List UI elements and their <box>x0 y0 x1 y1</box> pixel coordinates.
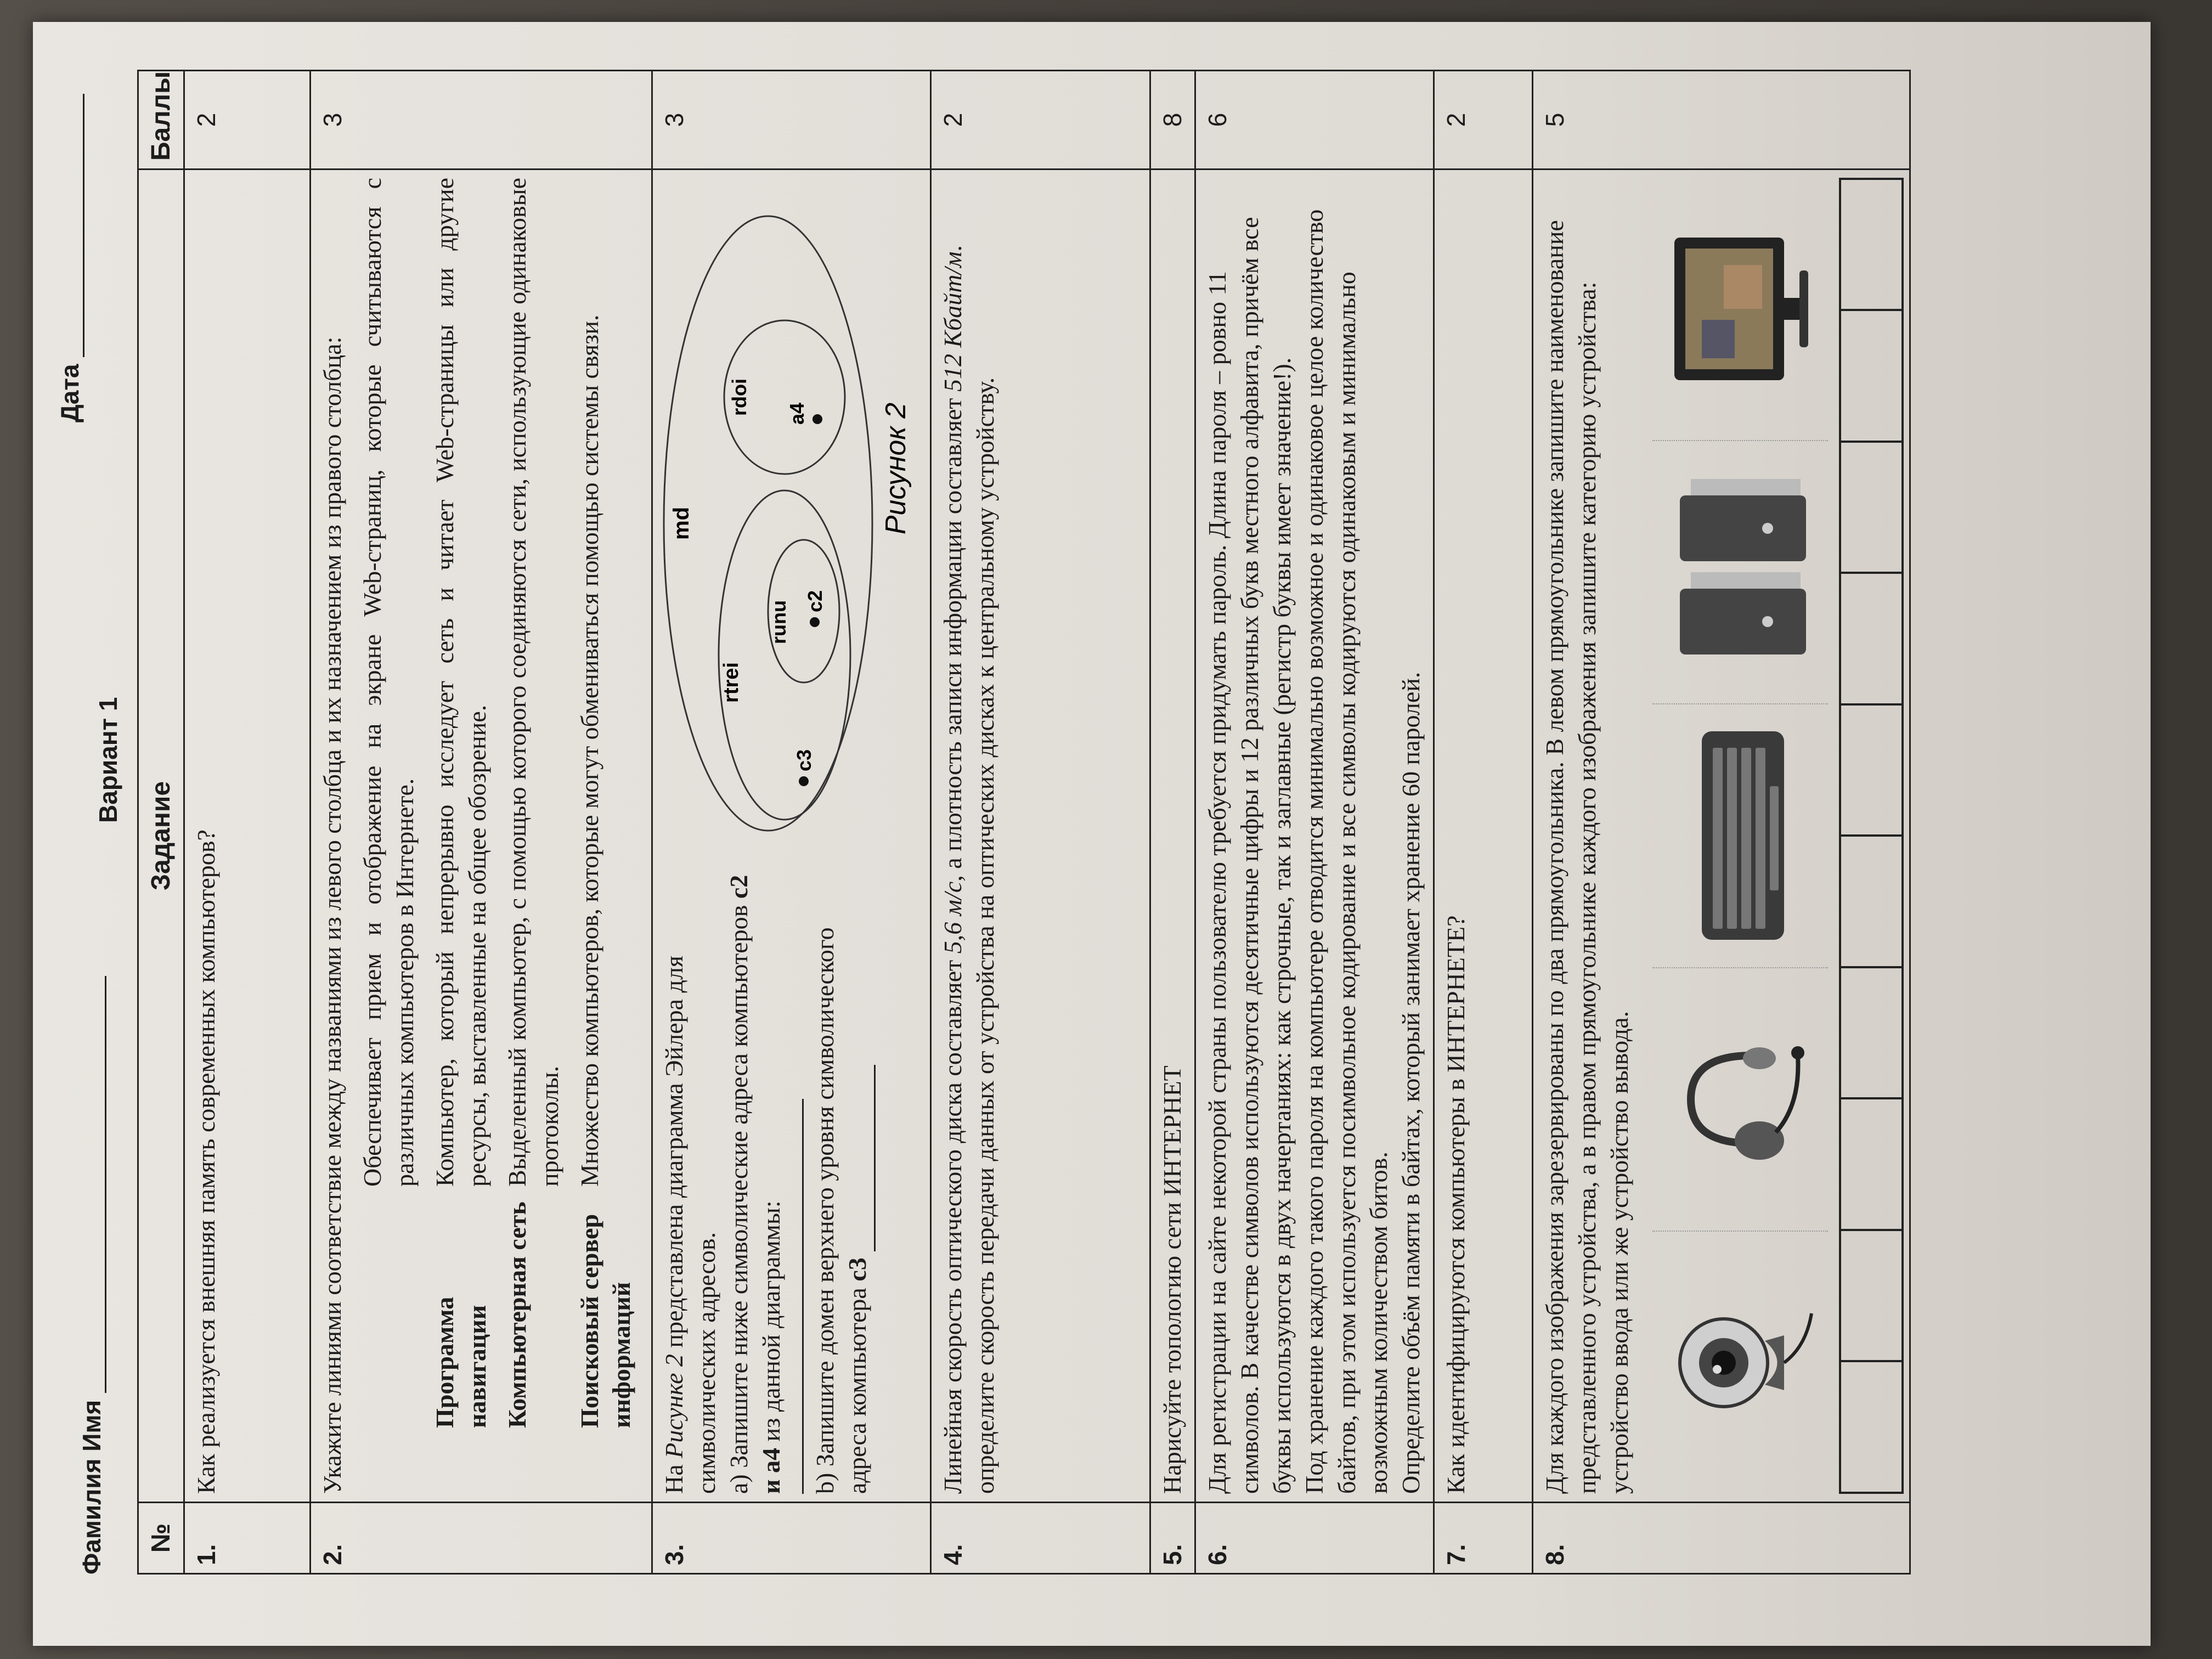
name-label: Фамилия Имя <box>77 1400 106 1575</box>
task-body <box>1195 170 1434 1503</box>
answer-box[interactable] <box>1841 441 1901 572</box>
part-b-bold: с3 <box>843 1257 871 1282</box>
task-points: 3 <box>652 71 931 170</box>
device-cell <box>1652 178 1828 440</box>
answer-box[interactable] <box>1841 1361 1901 1492</box>
task-paragraph: Определите объём памяти в байтах, который занимает хранение 60 паролей. <box>1397 672 1425 1494</box>
task-body <box>1533 170 1910 1503</box>
date-label: Дата <box>55 364 84 422</box>
task-number: 3. <box>652 1503 931 1574</box>
task-3-questions <box>658 864 924 1494</box>
label-c3: c3 <box>793 749 816 771</box>
task-row-5 <box>1150 71 1195 1574</box>
task-points: 2 <box>184 71 311 170</box>
label-runu: runu <box>768 600 791 644</box>
task-row-8 <box>1533 71 1910 1574</box>
answer-box[interactable] <box>1841 1229 1901 1361</box>
col-points-header: Баллы <box>138 71 184 170</box>
task-text: Линейная скорость оптического диска составляет <box>939 953 967 1494</box>
task-row-6 <box>1195 71 1434 1574</box>
speed-value: 5,6 м/с <box>939 881 967 954</box>
label-a4: a4 <box>786 402 809 425</box>
task-number: 1. <box>184 1503 311 1574</box>
answer-box[interactable] <box>1841 1098 1901 1229</box>
monitor-icon <box>1658 221 1822 397</box>
density-value: 512 Кбайт/м <box>939 251 967 392</box>
task-row-3 <box>652 71 931 1574</box>
euler-diagram <box>658 178 924 864</box>
answer-box[interactable] <box>1841 572 1901 704</box>
task-row-4 <box>931 71 1150 1574</box>
part-b-text: b) Запишите домен верхнего уровня символического адреса компьютера <box>810 927 871 1494</box>
task-number: 2. <box>311 1503 652 1574</box>
part-a-text: а) Запишите ниже символические адреса компьютеров <box>725 905 753 1494</box>
answer-boxes <box>1839 178 1904 1494</box>
task-points: 8 <box>1150 71 1195 170</box>
answer-box[interactable] <box>1841 703 1901 835</box>
figure-ref: Рисунке 2 <box>660 1354 689 1458</box>
point-c2 <box>810 617 820 627</box>
task-body <box>931 170 1150 1503</box>
task-number: 4. <box>931 1503 1150 1574</box>
table-header-row <box>138 71 184 1574</box>
task-points: 2 <box>931 71 1150 170</box>
device-cell <box>1652 1231 1828 1494</box>
match-left-1[interactable]: Программа навигации <box>431 1296 491 1428</box>
task-points: 2 <box>1434 71 1533 170</box>
date-field <box>55 94 84 422</box>
task-number: 7. <box>1434 1503 1533 1574</box>
task-table <box>137 70 1911 1575</box>
part-a <box>723 864 788 1494</box>
device-images <box>1647 178 1833 1494</box>
task-row-1 <box>184 71 311 1574</box>
label-rdoi: rdoi <box>728 379 751 416</box>
match-row <box>429 178 494 1494</box>
worksheet-page <box>33 22 2151 1646</box>
part-a-text: из данной диаграммы: <box>757 1200 785 1448</box>
variant-title: Вариант 1 <box>94 697 122 823</box>
task-text: . определите скорость передачи данных от устройства на оптических дисках к центральному устройству. <box>939 245 1000 1494</box>
task-text: Для каждого изображения зарезервированы по два прямоугольника. В левом прямоугольнике запишите наименование представленного устройства, а в правом прямоугольнике каждого изображения запишите категорию устройства: устройство ввода или же устройство вывода. <box>1541 220 1633 1494</box>
task-body <box>652 170 931 1503</box>
task-row-7 <box>1434 71 1533 1574</box>
answer-box[interactable] <box>1841 309 1901 441</box>
match-row <box>501 178 566 1494</box>
figure-caption: Рисунок 2 <box>880 402 912 535</box>
task-intro: Укажите линиями соответствие между названиями из левого столбца и их назначением из правого столбца: <box>318 336 347 1494</box>
name-blank[interactable] <box>105 976 106 1393</box>
label-rtrei: rtrei <box>720 662 743 703</box>
match-right-4[interactable]: Множество компьютеров, которые могут обмениваться помощью системы связи. <box>575 314 603 1187</box>
device-cell <box>1652 967 1828 1231</box>
answer-line-b[interactable] <box>842 1065 876 1251</box>
point-c3 <box>799 776 809 786</box>
task-intro <box>658 864 723 1494</box>
task-number: 6. <box>1195 1503 1434 1574</box>
name-field <box>77 976 106 1575</box>
task-text: Как реализуется внешняя память современных компьютеров? <box>184 170 311 1503</box>
device-cell <box>1652 703 1828 967</box>
match-right-3[interactable]: Выделенный компьютер, с помощью которого соединяются сети, использующие одинаковые протоколы. <box>503 178 563 1187</box>
speakers-icon <box>1658 473 1822 671</box>
task-paragraph: Для регистрации на сайте некоторой страны пользователю требуется придумать пароль. Длина пароля – ровно 11 символов. В качестве символов используются десятичные цифры и 12 различных букв местного алфавита, причём все буквы используются в двух начертаниях: как строчные, так и заглавные (регистр буквы имеет значение!). <box>1203 217 1296 1494</box>
task-text: Как идентифицируются компьютеры в ИНТЕРНЕТЕ? <box>1434 170 1533 1503</box>
intro-text: представлена диаграмма Эйлера для символических адресов. <box>660 955 721 1494</box>
point-a4 <box>812 414 822 424</box>
answer-box[interactable] <box>1841 180 1901 309</box>
device-cell <box>1652 440 1828 703</box>
headset-microphone-icon <box>1658 1017 1822 1182</box>
col-num-header: № <box>138 1503 184 1574</box>
match-left-3[interactable]: Поисковый сервер информаций <box>575 1214 636 1428</box>
answer-line-a[interactable] <box>791 1099 804 1494</box>
task-row-2 <box>311 71 652 1574</box>
match-right-1[interactable]: Обеспечивает прием и отображение на экране Web-страниц, которые считываются с различных компьютеров в Интернете. <box>358 178 419 1187</box>
keyboard-icon <box>1674 721 1806 951</box>
intro-text: На <box>660 1458 689 1494</box>
part-a-bold: с2 и а4 <box>725 874 785 1494</box>
match-left-2[interactable]: Компьютерная сеть <box>503 1201 531 1428</box>
euler-diagram-svg <box>658 178 916 864</box>
task-paragraph: Под хранение каждого такого пароля на компьютере отводится минимально возможное и одинаковое целое количество байтов, при этом используется посимвольное кодирование и все символы кодируются одинаковым и минимально возможным количеством битов. <box>1300 209 1393 1494</box>
task-text: , а плотность записи информации составляет <box>939 391 967 882</box>
answer-box[interactable] <box>1841 966 1901 1098</box>
answer-box[interactable] <box>1841 835 1901 967</box>
task-points: 3 <box>311 71 652 170</box>
label-c2: c2 <box>804 590 827 612</box>
task-points: 6 <box>1195 71 1434 170</box>
part-b <box>809 864 876 1494</box>
task-number: 5. <box>1150 1503 1195 1574</box>
match-row <box>574 178 639 1494</box>
webcam-icon <box>1658 1280 1822 1445</box>
label-md: md <box>669 507 694 540</box>
task-points: 5 <box>1533 71 1910 170</box>
task-body <box>311 170 652 1503</box>
match-right-2[interactable]: Компьютер, который непрерывно исследует сеть и читает Web-страницы или другие ресурсы, выставленные на общее обозрение. <box>431 178 491 1187</box>
task-number: 8. <box>1533 1503 1910 1574</box>
match-row <box>357 178 421 1494</box>
col-task-header: Задание <box>138 170 184 1503</box>
date-blank[interactable] <box>83 94 84 357</box>
task-text: Нарисуйте топологию сети ИНТЕРНЕТ <box>1150 170 1195 1503</box>
task-3-layout <box>658 178 924 1494</box>
